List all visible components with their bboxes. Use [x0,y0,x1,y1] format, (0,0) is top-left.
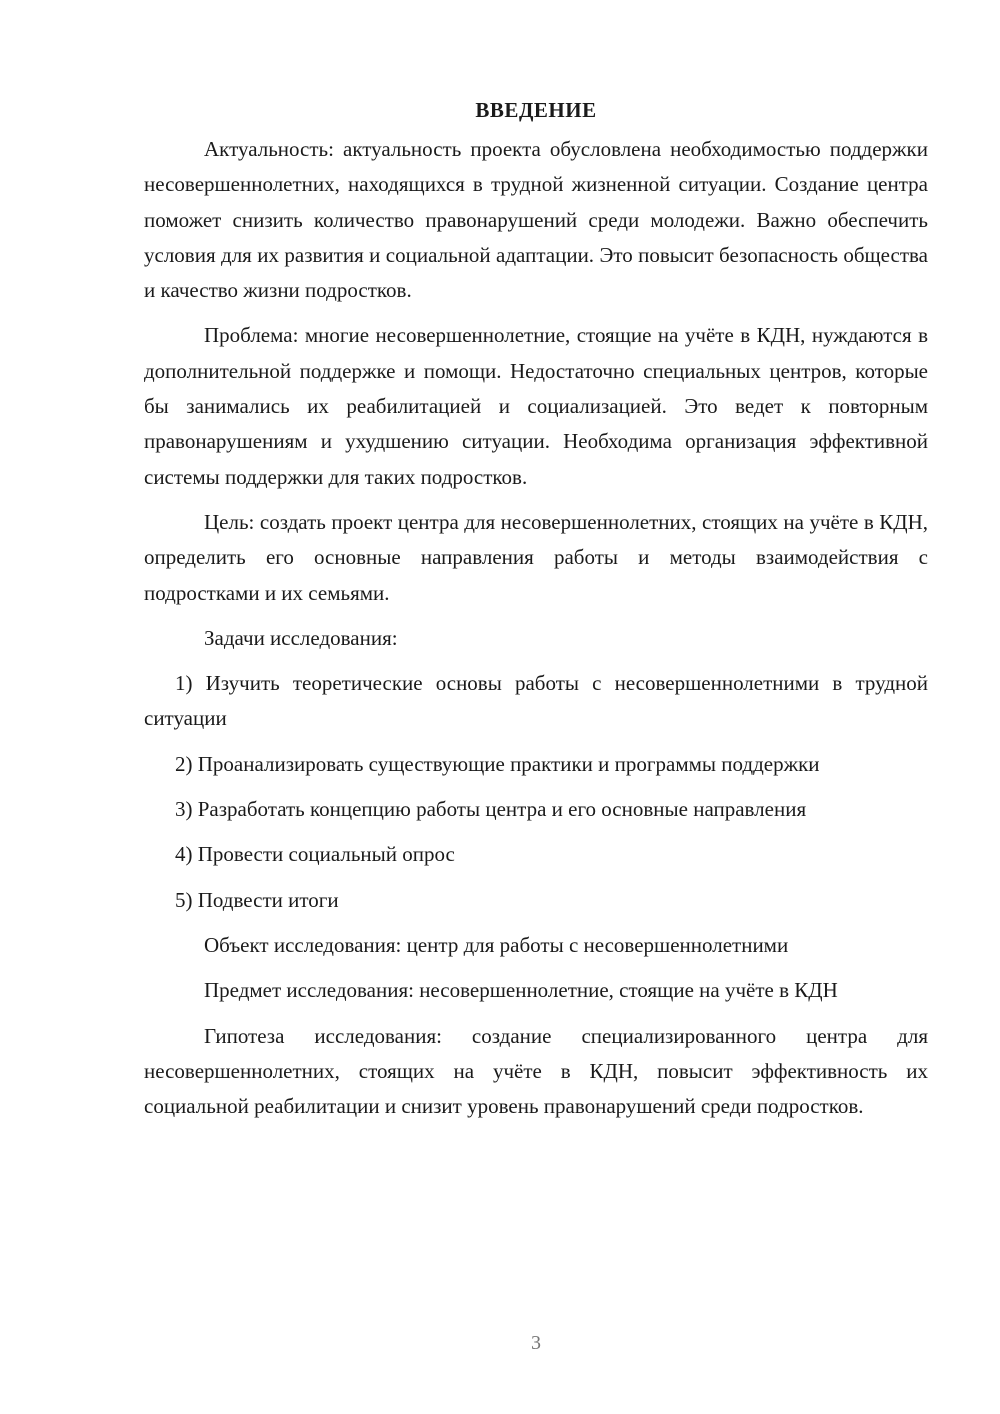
paragraph-relevance: Актуальность: актуальность проекта обусловлена необходимостью поддержки несовершеннолетних, находящихся в трудной жизненной ситуации. Создание центра поможет снизить количество правонарушений среди молодежи. Важно обеспечить условия для их развития и социальной адаптации. Это повысит безопасность общества и качество жизни подростков. [144,137,928,303]
task-item-2: 2) Проанализировать существующие практики и программы поддержки [175,751,820,776]
tasks-heading: Задачи исследования: [204,625,398,650]
paragraph-hypothesis: Гипотеза исследования: создание специализированного центра для несовершеннолетних, стоящих на учёте в КДН, повысит эффективность их социальной реабилитации и снизит уровень правонарушений среди подростков. [144,1023,928,1119]
task-item-1: 1) Изучить теоретические основы работы с несовершеннолетними в трудной ситуации [144,671,928,731]
paragraph-subject: Предмет исследования: несовершеннолетние, стоящие на учёте в КДН [204,978,838,1003]
paragraph-goal: Цель: создать проект центра для несовершеннолетних, стоящих на учёте в КДН, определить его основные направления работы и методы взаимодействия с подростками и их семьями. [144,509,928,605]
task-item-4: 4) Провести социальный опрос [175,842,455,867]
page-title: ВВЕДЕНИЕ [475,98,597,122]
paragraph-problem: Проблема: многие несовершеннолетние, стоящие на учёте в КДН, нуждаются в дополнительной поддержке и помощи. Недостаточно специальных центров, которые бы занимались их реабилитацией и социализацией. Это ведет к повторным правонарушениям и ухудшению ситуации. Необходима организация эффективной системы поддержки для таких подростков. [144,323,928,489]
paragraph-object: Объект исследования: центр для работы с несовершеннолетними [204,932,789,957]
task-item-3: 3) Разработать концепцию работы центра и его основные направления [175,797,807,822]
document-page [144,92,928,1134]
task-item-5: 5) Подвести итоги [175,887,339,912]
page-number: 3 [531,1332,541,1354]
